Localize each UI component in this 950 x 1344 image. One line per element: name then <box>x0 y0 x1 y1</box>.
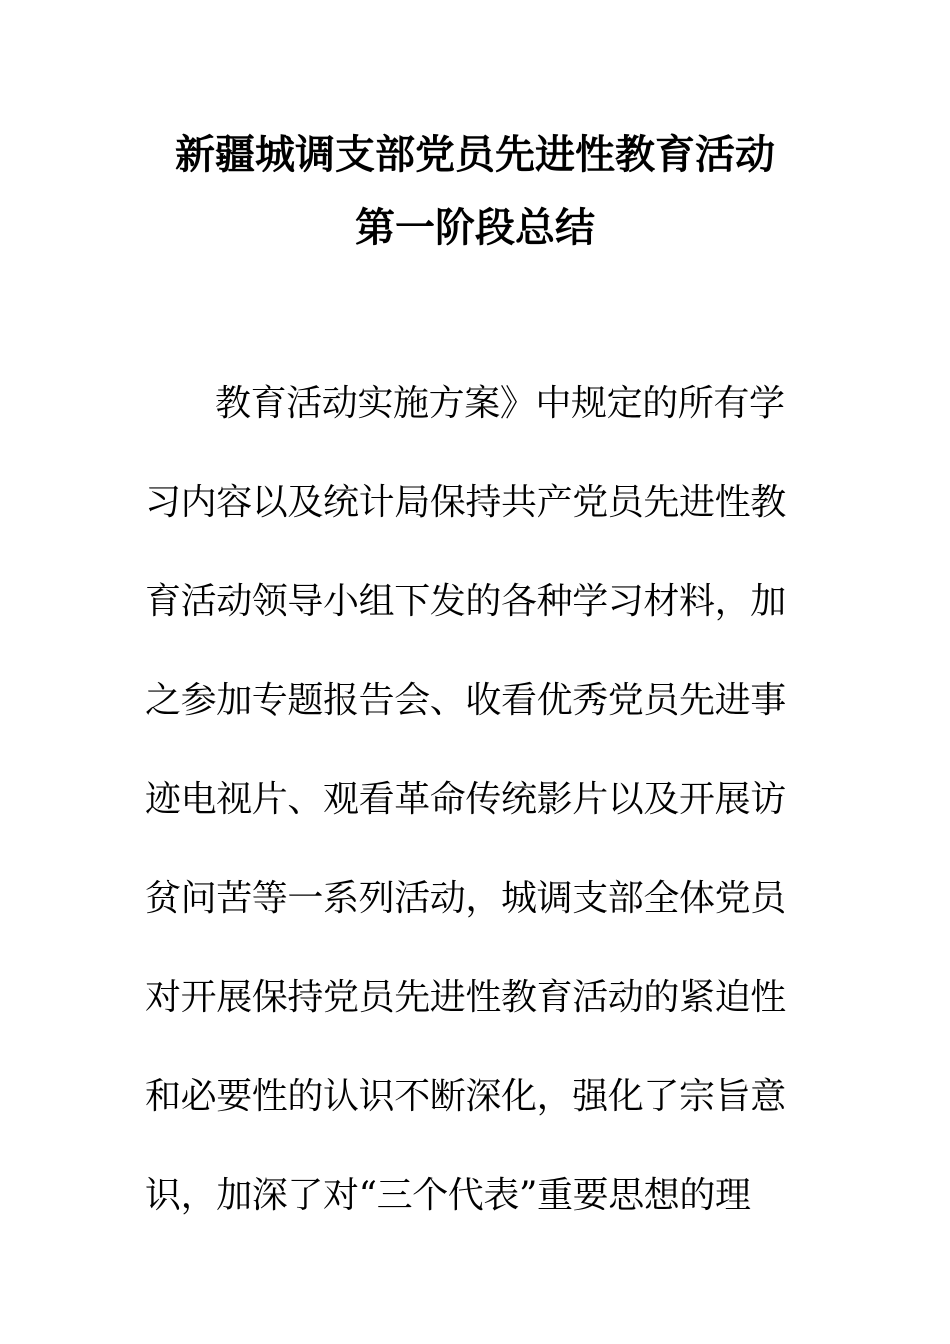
body-text-line-3: 育活动领导小组下发的各种学习材料，加 <box>145 581 786 622</box>
body-text-line-1: 教育活动实施方案》中规定的所有学 <box>215 383 785 424</box>
body-text-line-8: 和必要性的认识不断深化，强化了宗旨意 <box>145 1076 786 1117</box>
body-text-line-9: 识，加深了对“三个代表”重要思想的理 <box>145 1175 751 1216</box>
body-text-line-4: 之参加专题报告会、收看优秀党员先进事 <box>145 680 786 721</box>
body-text-line-2: 习内容以及统计局保持共产党员先进性教 <box>145 482 786 523</box>
body-text-line-6: 贫问苦等一系列活动，城调支部全体党员 <box>145 878 786 919</box>
body-text-line-7: 对开展保持党员先进性教育活动的紧迫性 <box>145 977 786 1018</box>
document-title-line-1: 新疆城调支部党员先进性教育活动 <box>175 131 775 178</box>
document-title-line-2: 第一阶段总结 <box>355 204 595 251</box>
body-text-line-5: 迹电视片、观看革命传统影片以及开展访 <box>145 779 786 820</box>
